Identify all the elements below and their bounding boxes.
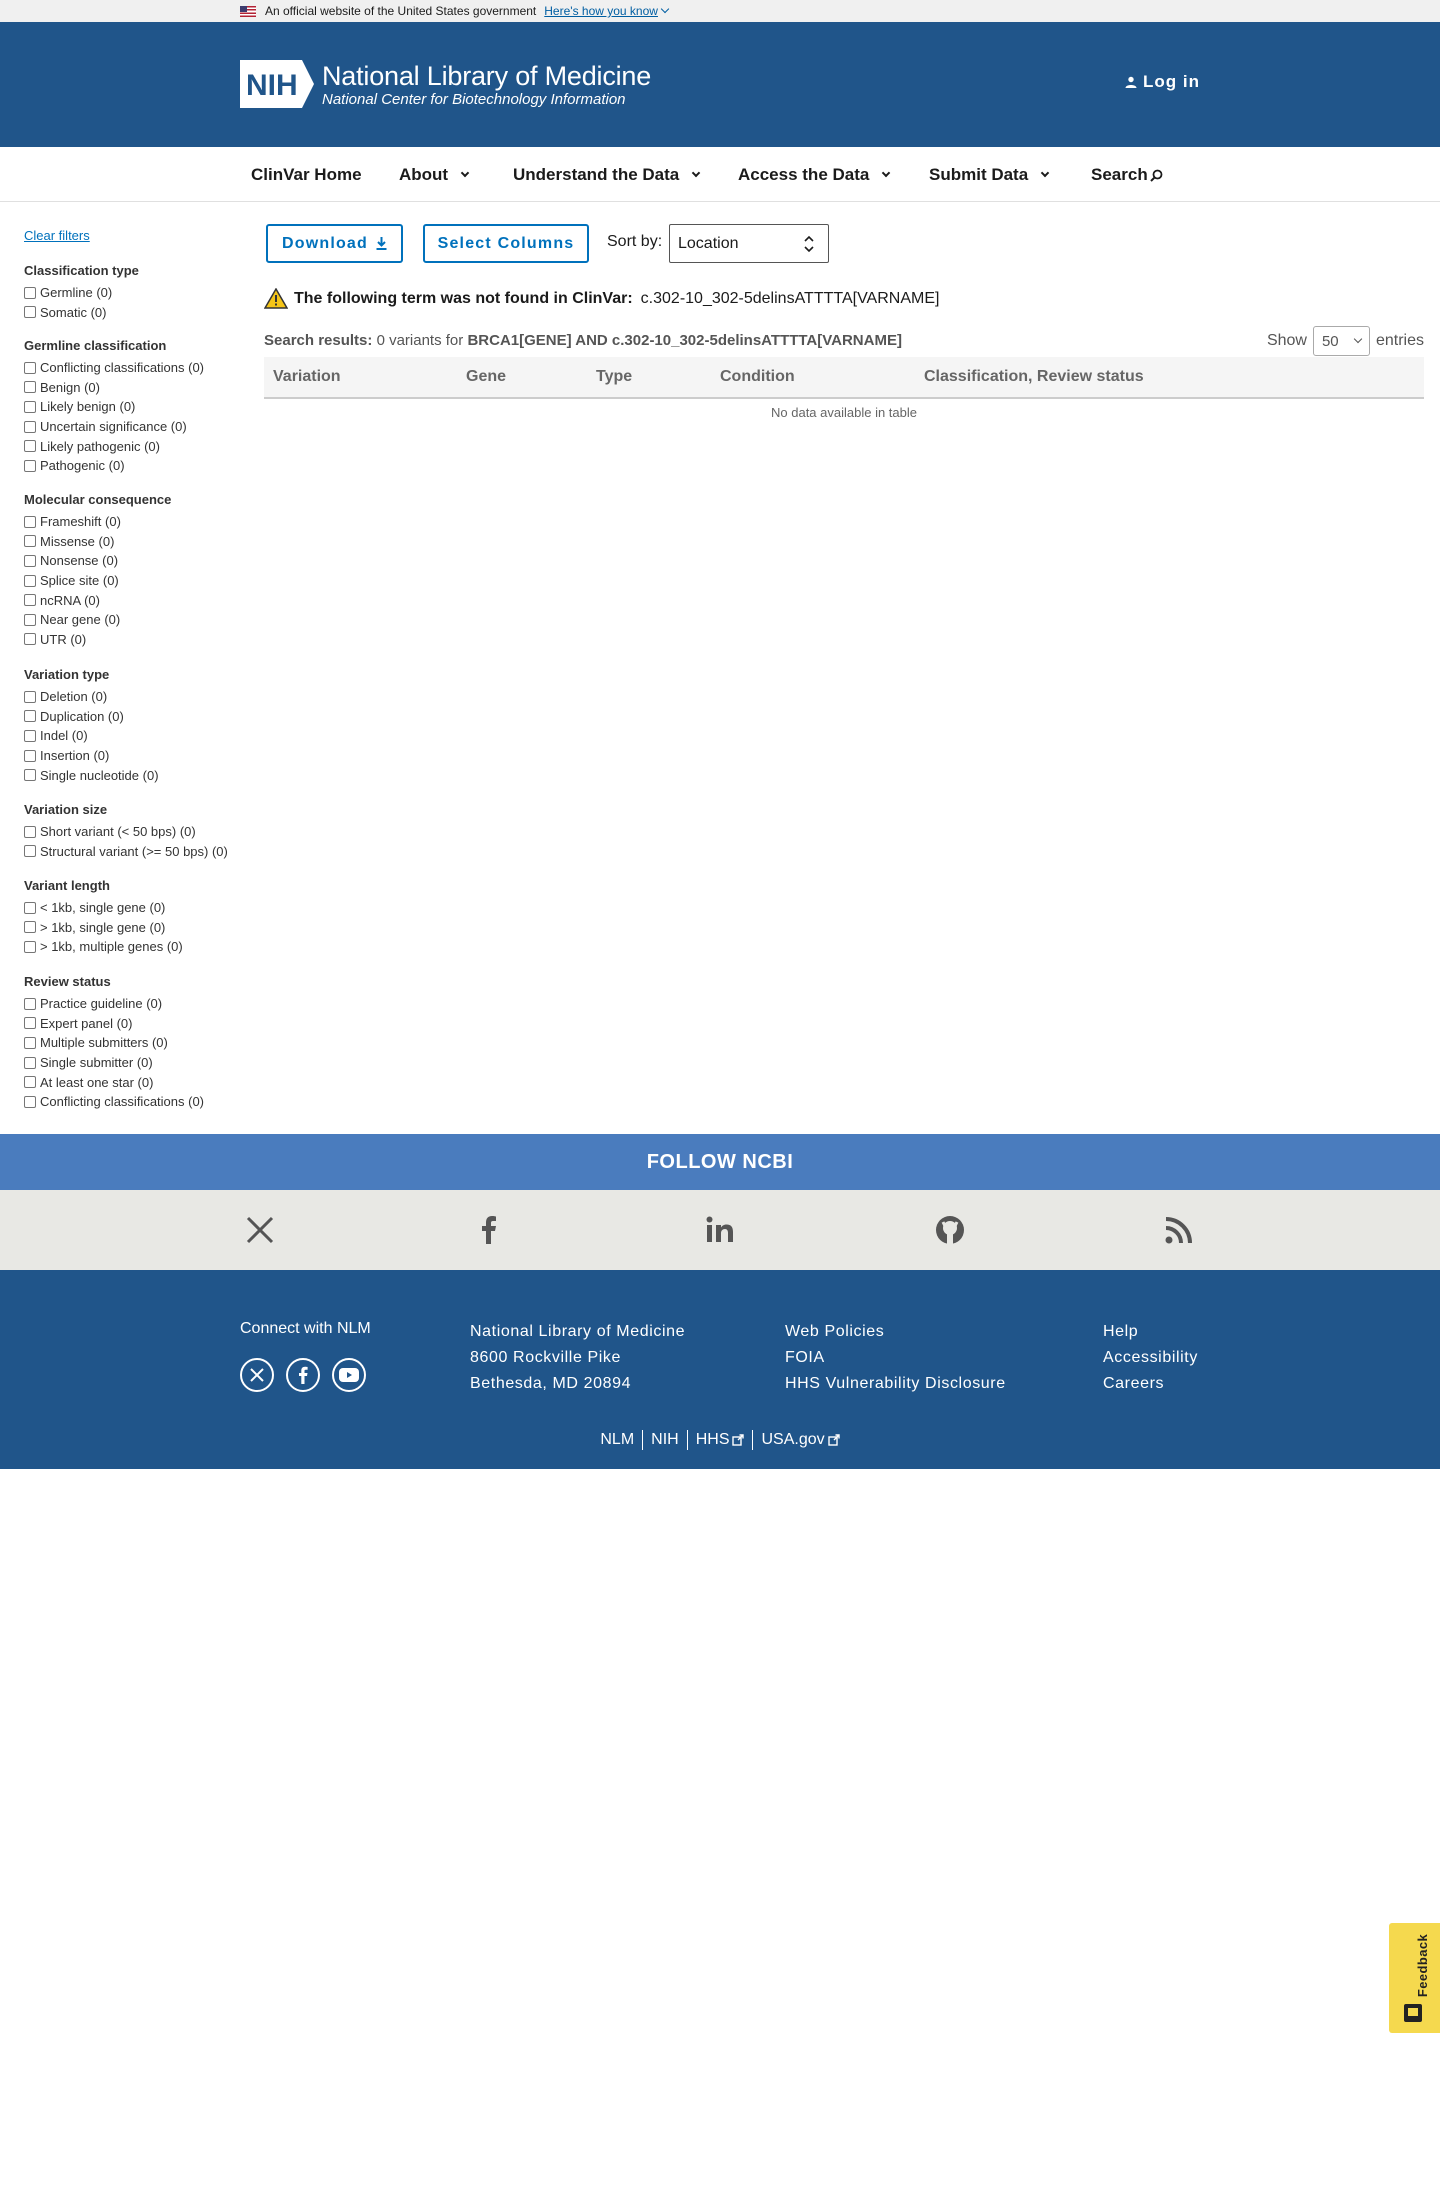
main-nav: [0, 147, 1440, 202]
checkbox[interactable]: [24, 902, 36, 914]
warning-term: c.302-10_302-5delinsATTTTA[VARNAME]: [640, 289, 940, 307]
svg-text:NIH: NIH: [246, 69, 298, 102]
sort-by-value: Location: [678, 234, 739, 252]
download-button[interactable]: [266, 224, 403, 263]
filter-option-label: Structural variant (>= 50 bps) (0): [40, 843, 228, 859]
filter-option[interactable]: [24, 397, 204, 417]
checkbox[interactable]: [24, 998, 36, 1010]
footer-link-nlm[interactable]: [600, 1430, 634, 1450]
results-table: [264, 357, 1424, 420]
filter-option-label: Missense (0): [40, 533, 115, 549]
column-header-condition[interactable]: Condition: [720, 368, 795, 385]
site-footer: [0, 1270, 1440, 1469]
chevron-down-icon: [661, 5, 669, 13]
address-line: National Library of Medicine: [470, 1323, 686, 1340]
filter-option[interactable]: [24, 937, 183, 957]
filter-option[interactable]: [24, 590, 171, 610]
filter-option[interactable]: [24, 551, 171, 571]
table-header: [264, 357, 1424, 399]
checkbox[interactable]: [24, 306, 36, 318]
footer-link-foia[interactable]: FOIA: [785, 1349, 825, 1366]
gov-banner-link[interactable]: [544, 4, 668, 18]
checkbox[interactable]: [24, 440, 36, 452]
footer-link-hhs-label: HHS: [695, 1431, 730, 1448]
filter-option[interactable]: [24, 630, 171, 650]
filter-option-label: > 1kb, multiple genes (0): [40, 939, 183, 955]
filter-option[interactable]: [24, 378, 204, 398]
checkbox[interactable]: [24, 826, 36, 838]
checkbox[interactable]: [24, 710, 36, 722]
checkbox[interactable]: [24, 575, 36, 587]
github-icon[interactable]: [934, 1214, 966, 1246]
footer-link-nih[interactable]: [651, 1430, 679, 1450]
sort-by-label: Sort by:: [607, 233, 663, 250]
filter-option-label: > 1kb, single gene (0): [40, 919, 166, 935]
filter-option-label: Indel (0): [40, 728, 88, 744]
filter-option[interactable]: [24, 512, 171, 532]
filter-group-variation-size: [24, 802, 228, 861]
filter-option[interactable]: [24, 1053, 204, 1073]
nav-search-label: Search: [1091, 165, 1148, 184]
filter-option-label: Nonsense (0): [40, 553, 119, 569]
filter-option[interactable]: [24, 918, 183, 938]
logo-subtitle: National Center for Biotechnology Information: [322, 90, 626, 108]
filter-option-label: Single nucleotide (0): [40, 767, 159, 783]
column-header-gene[interactable]: Gene: [466, 368, 507, 385]
not-found-warning: [264, 288, 939, 309]
linkedin-icon[interactable]: [704, 1214, 736, 1246]
filter-option-label: Germline (0): [40, 285, 113, 301]
filter-option[interactable]: [24, 1072, 204, 1092]
footer-link-accessibility[interactable]: Accessibility: [1103, 1349, 1198, 1366]
filter-option[interactable]: [24, 532, 171, 552]
filter-group-title: Review status: [24, 974, 111, 989]
filter-group-title: Variant length: [24, 878, 110, 893]
nav-clinvar-home-label: ClinVar Home: [251, 165, 362, 184]
filter-option[interactable]: [24, 610, 171, 630]
footer-link-help[interactable]: Help: [1103, 1323, 1139, 1340]
filter-option-label: ncRNA (0): [40, 592, 100, 608]
filter-option[interactable]: [24, 746, 159, 766]
filter-option[interactable]: [24, 1092, 204, 1112]
results-count: 0 variants for: [376, 332, 464, 349]
nih-logo[interactable]: [240, 60, 651, 108]
nav-search[interactable]: [1091, 165, 1163, 185]
checkbox[interactable]: [24, 633, 36, 645]
login-button[interactable]: [1125, 72, 1200, 92]
checkbox[interactable]: [24, 921, 36, 933]
filter-option-label: Practice guideline (0): [40, 996, 163, 1012]
results-query: BRCA1[GENE] AND c.302-10_302-5delinsATTTTA[VARNAME]: [467, 332, 902, 349]
footer-link-hhs[interactable]: [696, 1430, 745, 1450]
filter-group-title: Molecular consequence: [24, 492, 172, 507]
table-empty-message: No data available in table: [771, 405, 917, 420]
filter-option[interactable]: [24, 1033, 204, 1053]
filter-option[interactable]: [24, 456, 204, 476]
filter-group-title: Variation type: [24, 667, 110, 682]
download-button-label: Download: [281, 234, 369, 252]
filter-group-classification-type: [24, 263, 139, 322]
chevron-down-icon: [461, 169, 469, 177]
filter-option-label: Frameshift (0): [40, 514, 121, 530]
page-size-value: 50: [1321, 332, 1339, 350]
chevron-down-icon: [882, 169, 890, 177]
checkbox[interactable]: [24, 555, 36, 567]
filter-option-label: Likely benign (0): [40, 399, 136, 415]
warning-icon: [264, 288, 288, 309]
checkbox[interactable]: [24, 750, 36, 762]
checkbox[interactable]: [24, 769, 36, 781]
filter-option-label: Likely pathogenic (0): [40, 438, 160, 454]
address-line: Bethesda, MD 20894: [470, 1375, 632, 1392]
filter-option[interactable]: [24, 303, 139, 323]
filter-option-label: Insertion (0): [40, 748, 110, 764]
login-label: Log in: [1143, 72, 1200, 91]
feedback-icon: [1404, 2004, 1422, 2022]
x-icon[interactable]: [244, 1214, 276, 1246]
footer-bottom-links: [0, 1430, 1440, 1450]
gov-banner-link-label: Here's how you know: [544, 4, 658, 18]
nav-about[interactable]: [399, 165, 468, 185]
us-flag-icon: [240, 6, 256, 17]
checkbox[interactable]: [24, 401, 36, 413]
filter-option[interactable]: [24, 994, 204, 1014]
gov-banner-text: An official website of the United States government: [265, 4, 537, 18]
footer-links-policies: [785, 1319, 1006, 1397]
checkbox[interactable]: [24, 594, 36, 606]
user-icon: [1125, 76, 1137, 88]
filter-group-title: Germline classification: [24, 338, 167, 353]
filter-option-label: Near gene (0): [40, 612, 121, 628]
checkbox[interactable]: [24, 1017, 36, 1029]
footer-link-careers[interactable]: Careers: [1103, 1375, 1165, 1392]
filter-option-label: Deletion (0): [40, 689, 108, 705]
filter-group-title: Classification type: [24, 263, 139, 278]
page-size-control: [1267, 326, 1424, 356]
filter-option[interactable]: [24, 283, 139, 303]
filter-option-label: Expert panel (0): [40, 1015, 133, 1031]
download-icon: [376, 237, 387, 250]
checkbox[interactable]: [24, 362, 36, 374]
footer-link-web-policies[interactable]: Web Policies: [785, 1323, 885, 1340]
nav-submit-data[interactable]: [929, 165, 1048, 185]
filter-option-label: Somatic (0): [40, 304, 107, 320]
select-columns-button-label: Select Columns: [437, 234, 575, 252]
filter-option-label: At least one star (0): [40, 1074, 154, 1090]
filter-option[interactable]: [24, 726, 159, 746]
filter-option-label: UTR (0): [40, 631, 87, 647]
divider: [642, 1430, 643, 1450]
footer-link-usa-gov[interactable]: [761, 1430, 839, 1450]
facebook-icon[interactable]: [286, 1358, 320, 1392]
search-icon: [1150, 169, 1163, 182]
filter-option[interactable]: [24, 822, 228, 842]
nih-logo-icon: [240, 60, 314, 108]
logo-title: National Library of Medicine: [322, 60, 652, 91]
address-line: 8600 Rockville Pike: [470, 1349, 622, 1366]
column-header-variation[interactable]: Variation: [273, 368, 341, 385]
filter-option[interactable]: [24, 436, 204, 456]
chevron-down-icon: [692, 169, 700, 177]
nlm-address: [470, 1319, 685, 1397]
page-size-select[interactable]: [1313, 326, 1370, 356]
gov-banner: [0, 0, 1440, 22]
filter-group-variant-length: [24, 878, 183, 957]
filter-option[interactable]: [24, 571, 171, 591]
filter-option[interactable]: [24, 358, 204, 378]
filter-option-label: Pathogenic (0): [40, 458, 125, 474]
checkbox[interactable]: [24, 460, 36, 472]
nav-clinvar-home[interactable]: [251, 165, 362, 185]
feedback-label: Feedback: [1415, 1933, 1431, 1998]
external-link-icon: [732, 1434, 744, 1446]
social-links-bar: [0, 1190, 1440, 1270]
nav-submit-data-label: Submit Data: [929, 165, 1029, 184]
select-columns-button[interactable]: [423, 224, 589, 263]
filter-group-review-status: [24, 974, 204, 1112]
filter-option-label: Single submitter (0): [40, 1055, 153, 1071]
checkbox[interactable]: [24, 941, 36, 953]
clear-filters-link[interactable]: Clear filters: [24, 228, 90, 243]
chevron-down-icon: [1354, 335, 1362, 343]
filter-group-molecular-consequence: [24, 492, 171, 649]
nav-access-data[interactable]: [738, 165, 889, 185]
external-link-icon: [828, 1434, 840, 1446]
sort-by-select[interactable]: [669, 224, 829, 263]
nav-about-label: About: [399, 165, 449, 184]
warning-title: The following term was not found in ClinVar:: [294, 289, 633, 307]
checkbox[interactable]: [24, 1057, 36, 1069]
column-header-classification[interactable]: Classification, Review status: [924, 368, 1144, 385]
checkbox[interactable]: [24, 1076, 36, 1088]
filter-option-label: Benign (0): [40, 379, 100, 395]
footer-link-nlm-label: NLM: [600, 1431, 635, 1448]
filter-option[interactable]: [24, 842, 228, 862]
checkbox[interactable]: [24, 421, 36, 433]
facebook-icon[interactable]: [473, 1214, 505, 1246]
footer-link-hhs-vulnerability[interactable]: HHS Vulnerability Disclosure: [785, 1375, 1006, 1392]
nav-understand-data[interactable]: [513, 165, 699, 185]
filter-option[interactable]: [24, 687, 159, 707]
filter-option-label: Multiple submitters (0): [40, 1035, 168, 1051]
checkbox[interactable]: [24, 535, 36, 547]
filter-option[interactable]: [24, 417, 204, 437]
sort-arrows-icon: [804, 234, 814, 254]
show-label: Show: [1266, 332, 1307, 349]
column-header-type[interactable]: Type: [596, 368, 633, 385]
nav-understand-data-label: Understand the Data: [513, 165, 680, 184]
feedback-button[interactable]: [1389, 1923, 1440, 2033]
connect-with-nlm-heading: Connect with NLM: [240, 1320, 371, 1337]
checkbox[interactable]: [24, 1037, 36, 1049]
checkbox[interactable]: [24, 730, 36, 742]
filter-option-label: Duplication (0): [40, 708, 124, 724]
footer-link-usa-gov-label: USA.gov: [761, 1431, 825, 1448]
filter-option[interactable]: [24, 765, 159, 785]
checkbox[interactable]: [24, 287, 36, 299]
checkbox[interactable]: [24, 691, 36, 703]
results-label: Search results:: [264, 332, 373, 349]
filter-option-label: Splice site (0): [40, 573, 119, 589]
filter-group-germline-classification: [24, 338, 204, 476]
site-header: [0, 22, 1440, 147]
checkbox[interactable]: [24, 614, 36, 626]
nav-access-data-label: Access the Data: [738, 165, 870, 184]
rss-icon[interactable]: [1163, 1214, 1195, 1246]
search-results-summary: [264, 332, 902, 349]
filter-option[interactable]: [24, 898, 183, 918]
filter-option-label: Conflicting classifications (0): [40, 360, 205, 376]
filter-option[interactable]: [24, 707, 159, 727]
divider: [752, 1430, 753, 1450]
filter-group-title: Variation size: [24, 802, 108, 817]
filter-option-label: Short variant (< 50 bps) (0): [40, 824, 196, 840]
filter-option-label: < 1kb, single gene (0): [40, 900, 166, 916]
footer-links-help: [1103, 1319, 1198, 1397]
filter-option[interactable]: [24, 1014, 204, 1034]
filter-option-label: Uncertain significance (0): [40, 419, 187, 435]
checkbox[interactable]: [24, 1096, 36, 1108]
checkbox[interactable]: [24, 381, 36, 393]
divider: [687, 1430, 688, 1450]
chevron-down-icon: [1041, 169, 1049, 177]
entries-label: entries: [1375, 332, 1424, 349]
follow-ncbi-heading: FOLLOW NCBI: [0, 1134, 1440, 1190]
checkbox[interactable]: [24, 516, 36, 528]
youtube-icon[interactable]: [332, 1358, 366, 1392]
filter-option-label: Conflicting classifications (0): [40, 1094, 205, 1110]
checkbox[interactable]: [24, 845, 36, 857]
x-icon[interactable]: [240, 1358, 274, 1392]
filter-group-variation-type: [24, 667, 159, 785]
footer-link-nih-label: NIH: [651, 1431, 679, 1448]
